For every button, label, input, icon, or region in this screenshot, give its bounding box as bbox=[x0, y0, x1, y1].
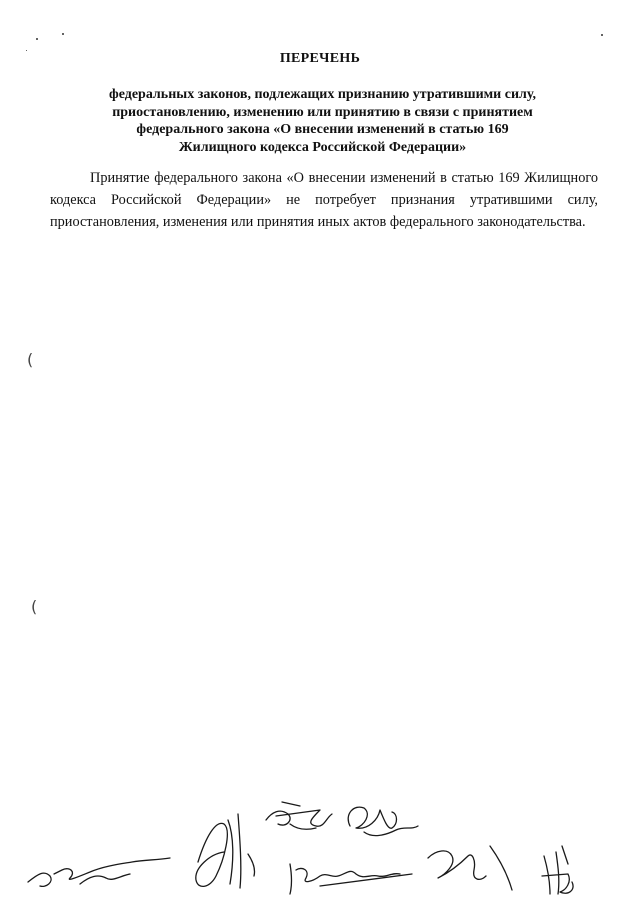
document-title: ПЕРЕЧЕНЬ bbox=[279, 51, 361, 66]
signature-6 bbox=[428, 846, 512, 890]
signature-7 bbox=[542, 846, 573, 894]
signature-3 bbox=[266, 802, 332, 829]
signature-5 bbox=[290, 864, 412, 894]
document-subtitle bbox=[60, 86, 585, 156]
subtitle-line: приостановлению, изменению или принятию в связи с принятием bbox=[112, 104, 533, 120]
scan-speck bbox=[62, 33, 64, 35]
punch-hole-mark: ( bbox=[31, 597, 38, 616]
body-line: кодекса Российской Федерации» не потребует признания утратившими силу, bbox=[50, 192, 598, 208]
subtitle-line: федеральных законов, подлежащих признанию утратившими силу, bbox=[109, 87, 536, 102]
scan-speck bbox=[36, 38, 38, 40]
subtitle-line: федерального закона «О внесении изменений в статью 169 bbox=[136, 122, 509, 137]
signature-4 bbox=[348, 807, 418, 836]
body-line: Принятие федерального закона «О внесении изменений в статью 169 Жилищного bbox=[90, 170, 598, 186]
scan-speck bbox=[601, 34, 603, 36]
subtitle-line: Жилищного кодекса Российской Федерации» bbox=[178, 139, 467, 155]
body-paragraph bbox=[50, 167, 598, 233]
signatures-block bbox=[20, 790, 620, 902]
punch-hole-mark: ( bbox=[27, 350, 34, 369]
body-line: приостановления, изменения или принятия иных актов федерального законодательства. bbox=[50, 214, 586, 230]
signature-2 bbox=[196, 814, 255, 888]
signature-1 bbox=[28, 858, 170, 886]
